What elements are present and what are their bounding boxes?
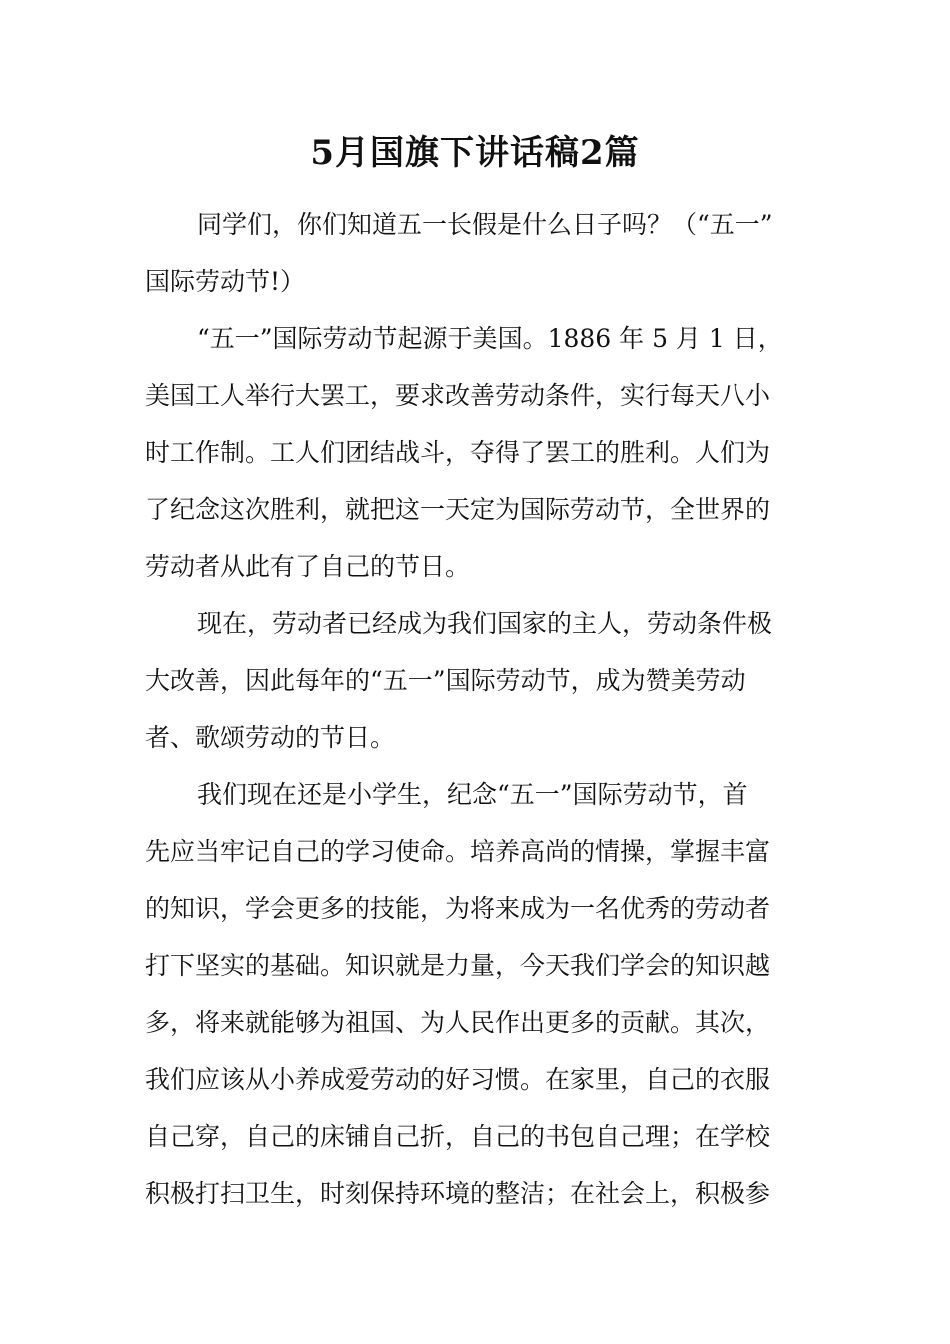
document-body — [145, 196, 810, 1222]
text-line: 多，将来就能够为祖国、为人民作出更多的贡献。其次， — [145, 1008, 771, 1037]
text-line: 自己穿，自己的床铺自己折，自己的书包自己理；在学校 — [145, 1122, 771, 1151]
text-line: 的知识，学会更多的技能，为将来成为一名优秀的劳动者 — [145, 894, 771, 923]
text-line: 积极打扫卫生，时刻保持环境的整洁；在社会上，积极参 — [145, 1179, 771, 1208]
paragraph-2 — [145, 310, 810, 595]
text-line: 时工作制。工人们团结战斗，夺得了罢工的胜利。人们为 — [145, 438, 771, 467]
text-line: 打下坚实的基础。知识就是力量，今天我们学会的知识越 — [145, 951, 771, 980]
text-line: 者、歌颂劳动的节日。 — [145, 723, 396, 752]
paragraph-4 — [145, 766, 810, 1222]
text-line: “五一”国际劳动节起源于美国。1886 年 5 月 1 日， — [197, 324, 783, 353]
text-line: 现在，劳动者已经成为我们国家的主人，劳动条件极 — [197, 609, 773, 638]
document-title: 5月国旗下讲话稿2篇 — [310, 133, 640, 173]
text-line: 了纪念这次胜利，就把这一天定为国际劳动节，全世界的 — [145, 495, 771, 524]
text-line: 我们应该从小养成爱劳动的好习惯。在家里，自己的衣服 — [145, 1065, 771, 1094]
paragraph-1 — [145, 196, 810, 310]
paragraph-3 — [145, 595, 810, 766]
text-line: 国际劳动节!） — [145, 267, 306, 296]
text-line: 美国工人举行大罢工，要求改善劳动条件，实行每天八小 — [145, 381, 771, 410]
text-line: 大改善，因此每年的“五一”国际劳动节，成为赞美劳动 — [145, 666, 746, 695]
text-line: 劳动者从此有了自己的节日。 — [145, 552, 471, 581]
text-line: 同学们，你们知道五一长假是什么日子吗？（“五一” — [197, 210, 773, 239]
text-line: 先应当牢记自己的学习使命。培养高尚的情操，掌握丰富 — [145, 837, 771, 866]
text-line: 我们现在还是小学生，纪念“五一”国际劳动节，首 — [197, 780, 748, 809]
